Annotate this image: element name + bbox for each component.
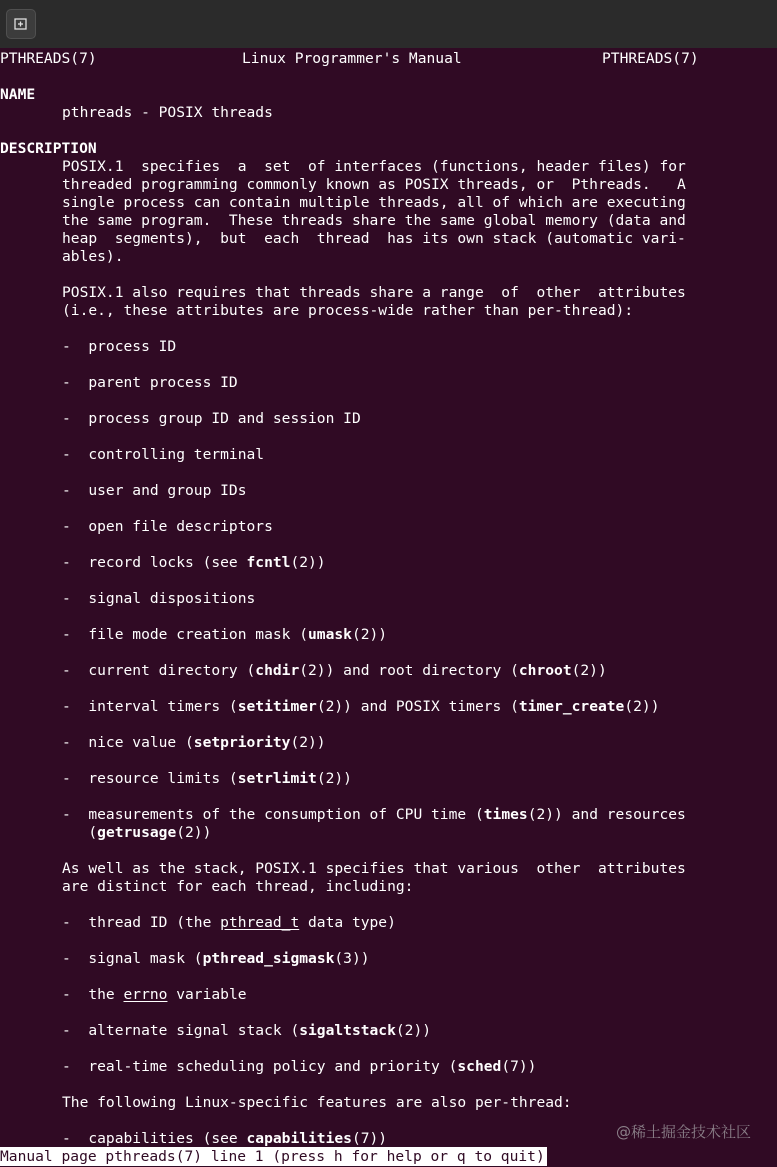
command-ref: times bbox=[483, 806, 528, 823]
list-item-text: (2)) bbox=[351, 626, 388, 643]
name-text: pthreads - POSIX threads bbox=[62, 104, 273, 121]
command-ref: setrlimit bbox=[237, 770, 317, 787]
list-item bbox=[62, 734, 326, 752]
list-item: - open file descriptors bbox=[62, 518, 273, 535]
list-item-text: - file mode creation mask ( bbox=[62, 626, 309, 643]
new-tab-icon bbox=[14, 17, 28, 31]
command-ref: getrusage bbox=[97, 824, 177, 841]
list-item: - process ID bbox=[62, 338, 177, 355]
list-item bbox=[62, 626, 387, 644]
type-ref: errno bbox=[123, 986, 168, 1003]
list-item bbox=[62, 1022, 431, 1040]
command-ref: umask bbox=[308, 626, 352, 643]
list-item-text: - resource limits ( bbox=[62, 770, 238, 787]
paragraph-line: ables). bbox=[62, 248, 124, 265]
new-tab-button[interactable] bbox=[6, 9, 36, 39]
paragraph-line: the same program. These threads share the same global memory (data and bbox=[62, 212, 686, 229]
list-item bbox=[62, 806, 686, 824]
command-ref: setitimer bbox=[237, 698, 317, 715]
list-item bbox=[62, 698, 660, 716]
paragraph-line: POSIX.1 also requires that threads share a range of other attributes bbox=[62, 284, 686, 301]
list-item-continuation bbox=[62, 824, 211, 842]
list-item bbox=[62, 1058, 536, 1076]
list-item-text: - the bbox=[62, 986, 124, 1003]
command-ref: capabilities bbox=[246, 1130, 352, 1147]
list-item bbox=[62, 662, 607, 680]
list-item bbox=[62, 986, 247, 1004]
list-item-text: - current directory ( bbox=[62, 662, 256, 679]
list-item-text: (2)) bbox=[290, 734, 326, 751]
list-item-text: - real-time scheduling policy and priority ( bbox=[62, 1058, 458, 1075]
list-item-text: (2)) and root directory ( bbox=[299, 662, 519, 679]
paragraph-line: As well as the stack, POSIX.1 specifies that various other attributes bbox=[62, 860, 686, 877]
watermark: @稀土掘金技术社区 bbox=[615, 1123, 751, 1141]
window-titlebar bbox=[0, 0, 777, 48]
command-ref: setpriority bbox=[193, 734, 291, 751]
header-right: PTHREADS(7) bbox=[602, 50, 699, 67]
list-item bbox=[62, 914, 396, 932]
description-heading: DESCRIPTION bbox=[0, 140, 97, 157]
list-item bbox=[62, 770, 352, 788]
paragraph-line: The following Linux-specific features are also per-thread: bbox=[62, 1094, 572, 1111]
list-item-text: - thread ID (the bbox=[62, 914, 221, 931]
list-item-text: (7)) bbox=[351, 1130, 388, 1147]
list-item-text: - alternate signal stack ( bbox=[62, 1022, 300, 1039]
list-item-text: data type) bbox=[299, 914, 396, 931]
list-item-text: (3)) bbox=[334, 950, 370, 967]
command-ref: pthread_sigmask bbox=[202, 950, 335, 967]
list-item-text: - record locks (see bbox=[62, 554, 247, 571]
pager-status-bar: Manual page pthreads(7) line 1 (press h for help or q to quit) bbox=[0, 1148, 545, 1165]
list-item-text: (2)) bbox=[290, 554, 326, 571]
list-item: - process group ID and session ID bbox=[62, 410, 361, 427]
list-item-text: ( bbox=[62, 824, 98, 841]
type-ref: pthread_t bbox=[220, 914, 300, 931]
list-item-text: (2)) bbox=[176, 824, 212, 841]
list-item-text: - measurements of the consumption of CPU time ( bbox=[62, 806, 484, 823]
list-item-text: (2)) bbox=[571, 662, 607, 679]
list-item-text: (2)) bbox=[624, 698, 660, 715]
list-item bbox=[62, 554, 326, 572]
paragraph-line: heap segments), but each thread has its own stack (automatic vari- bbox=[62, 230, 686, 247]
command-ref: fcntl bbox=[246, 554, 291, 571]
list-item: - parent process ID bbox=[62, 374, 238, 391]
list-item bbox=[62, 1130, 387, 1148]
command-ref: timer_create bbox=[518, 698, 625, 715]
list-item-text: - interval timers ( bbox=[62, 698, 238, 715]
list-item-text: (2)) bbox=[316, 770, 352, 787]
list-item-text: (7)) bbox=[501, 1058, 537, 1075]
command-ref: sigaltstack bbox=[299, 1022, 396, 1039]
list-item-text: (2)) and resources bbox=[527, 806, 686, 823]
list-item-text: (2)) bbox=[395, 1022, 432, 1039]
list-item-text: variable bbox=[167, 986, 247, 1003]
list-item-text: - nice value ( bbox=[62, 734, 194, 751]
list-item: - user and group IDs bbox=[62, 482, 247, 499]
paragraph-line: (i.e., these attributes are process-wide rather than per-thread): bbox=[62, 302, 634, 319]
header-center: Linux Programmer's Manual bbox=[242, 50, 462, 67]
list-item-text: - signal mask ( bbox=[62, 950, 203, 967]
name-heading: NAME bbox=[0, 86, 36, 103]
command-ref: chroot bbox=[518, 662, 572, 679]
paragraph-line: threaded programming commonly known as POSIX threads, or Pthreads. A bbox=[62, 176, 686, 193]
list-item-text: (2)) and POSIX timers ( bbox=[316, 698, 519, 715]
list-item bbox=[62, 950, 370, 968]
header-left: PTHREADS(7) bbox=[0, 50, 97, 67]
list-item-text: - capabilities (see bbox=[62, 1130, 247, 1147]
paragraph-line: POSIX.1 specifies a set of interfaces (functions, header files) for bbox=[62, 158, 686, 175]
command-ref: chdir bbox=[255, 662, 300, 679]
command-ref: sched bbox=[457, 1058, 502, 1075]
list-item: - controlling terminal bbox=[62, 446, 265, 463]
paragraph-line: are distinct for each thread, including: bbox=[62, 878, 414, 895]
paragraph-line: single process can contain multiple threads, all of which are executing bbox=[62, 194, 686, 211]
list-item: - signal dispositions bbox=[62, 590, 256, 607]
